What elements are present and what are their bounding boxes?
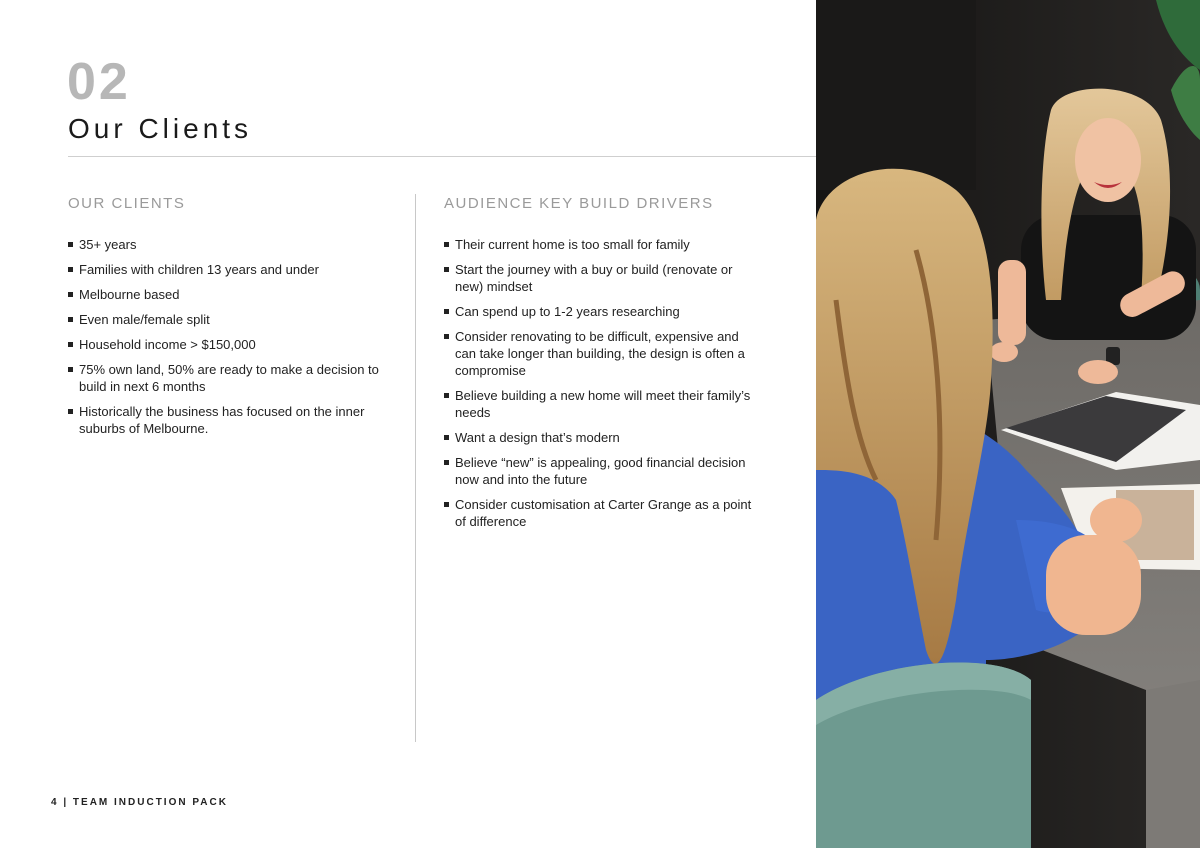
list-item: Want a design that’s modern xyxy=(444,429,754,446)
list-item: Historically the business has focused on the inner suburbs of Melbourne. xyxy=(68,403,390,437)
list-item: Their current home is too small for family xyxy=(444,236,754,253)
title-divider xyxy=(68,156,816,157)
page-title: Our Clients xyxy=(68,113,253,144)
list-item: Consider renovating to be difficult, expensive and can take longer than building, the design is often a compromise xyxy=(444,328,754,379)
list-item: Believe “new” is appealing, good financial decision now and into the future xyxy=(444,454,754,488)
left-column xyxy=(68,194,390,445)
footer-page-label: 4 | TEAM INDUCTION PACK xyxy=(51,797,228,808)
list-item: Consider customisation at Carter Grange as a point of difference xyxy=(444,496,754,530)
list-item: Even male/female split xyxy=(68,311,390,328)
client-list xyxy=(68,236,390,437)
list-item: 75% own land, 50% are ready to make a decision to build in next 6 months xyxy=(68,361,390,395)
right-column xyxy=(444,194,754,538)
list-item: Melbourne based xyxy=(68,286,390,303)
build-drivers-list xyxy=(444,236,754,530)
list-item: 35+ years xyxy=(68,236,390,253)
meeting-photo xyxy=(816,0,1200,848)
list-item: Can spend up to 1-2 years researching xyxy=(444,303,754,320)
list-item: Believe building a new home will meet their family’s needs xyxy=(444,387,754,421)
list-item: Household income > $150,000 xyxy=(68,336,390,353)
list-item: Start the journey with a buy or build (renovate or new) mindset xyxy=(444,261,754,295)
left-column-heading: OUR CLIENTS xyxy=(68,195,186,212)
column-divider xyxy=(415,194,416,742)
section-number: 02 xyxy=(67,53,131,111)
list-item: Families with children 13 years and under xyxy=(68,261,390,278)
right-column-heading: AUDIENCE KEY BUILD DRIVERS xyxy=(444,195,714,212)
